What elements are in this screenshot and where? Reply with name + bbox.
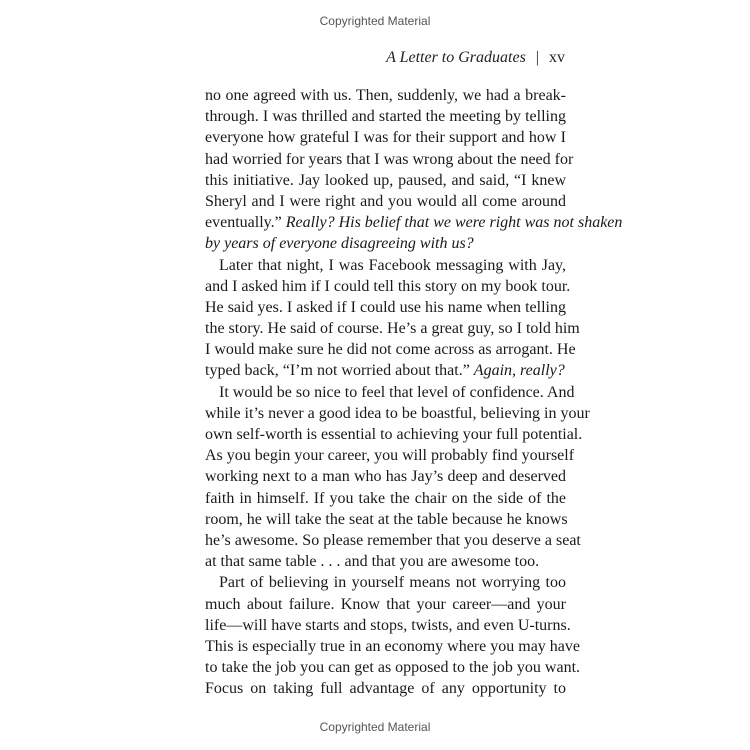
- text-line: [205, 360, 566, 381]
- text-line: [205, 212, 623, 233]
- text-roman: It would be so nice to feel that level of confidence. And: [219, 383, 575, 401]
- text-roman: no one agreed with us. Then, suddenly, we had a break-: [205, 87, 566, 104]
- text-line: [205, 382, 575, 403]
- text-roman: through. I was thrilled and started the meeting by telling: [205, 108, 566, 126]
- page-number: xv: [549, 49, 565, 66]
- text-roman: this initiative. Jay looked up, paused, and said, “I knew: [205, 171, 566, 189]
- text-line: [205, 657, 581, 678]
- text-italic: Really? His belief that we were right was not shaken: [285, 214, 623, 232]
- text-roman: working next to a man who has Jay’s deep and deserved: [205, 468, 566, 486]
- text-roman: much about failure. Know that your career—and your: [205, 595, 566, 613]
- text-line: [205, 466, 566, 487]
- text-roman: Focus on taking full advantage of any opportunity to: [205, 680, 566, 698]
- text-line: [205, 551, 566, 572]
- text-line: [205, 106, 566, 127]
- text-roman: to take the job you can get as opposed to the job you want.: [205, 659, 581, 677]
- text-line: [205, 297, 566, 318]
- text-roman: and I asked him if I could tell this story on my book tour.: [205, 277, 571, 295]
- running-header: [386, 48, 565, 68]
- text-line: [205, 255, 566, 276]
- text-roman: he’s awesome. So please remember that you deserve a seat: [205, 531, 581, 549]
- text-roman: Later that night, I was Facebook messaging with Jay,: [219, 256, 566, 274]
- text-line: [205, 488, 566, 509]
- text-roman: own self-worth is essential to achieving your full potential.: [205, 426, 583, 443]
- text-line: [205, 318, 580, 339]
- text-roman: everyone how grateful I was for their support and how I: [205, 129, 566, 147]
- text-line: [205, 572, 566, 593]
- text-line: [205, 339, 576, 360]
- text-line: [205, 445, 575, 466]
- text-line: [205, 530, 581, 551]
- body-text: [205, 85, 623, 699]
- text-roman: As you begin your career, you will probably find yourself: [205, 447, 575, 465]
- text-line: [205, 85, 566, 106]
- text-line: [205, 636, 580, 657]
- text-roman: room, he will take the seat at the table because he knows: [205, 510, 568, 528]
- text-line: [205, 127, 566, 148]
- text-roman: eventually.”: [205, 214, 286, 232]
- text-roman: had worried for years that I was wrong about the need for: [205, 150, 574, 168]
- text-roman: life—will have starts and stops, twists, and even U-turns.: [205, 616, 571, 634]
- text-roman: Part of believing in yourself means not worrying too: [219, 574, 566, 592]
- text-line: [205, 594, 566, 615]
- text-line: [205, 403, 590, 424]
- text-roman: at that same table . . . and that you are awesome too.: [205, 553, 540, 571]
- text-italic: Again, really?: [473, 362, 565, 380]
- text-line: [205, 233, 566, 254]
- text-line: [205, 149, 574, 170]
- text-line: [205, 170, 566, 191]
- text-line: [205, 509, 566, 530]
- header-separator: |: [535, 49, 539, 66]
- copyright-watermark-top: Copyrighted Material: [319, 14, 431, 28]
- chapter-title: A Letter to Graduates: [386, 49, 526, 66]
- text-line: [205, 276, 571, 297]
- text-roman: Sheryl and I were right and you would all come around: [205, 192, 566, 210]
- text-roman: I would make sure he did not come across as arrogant. He: [205, 341, 576, 359]
- text-line: [205, 191, 566, 212]
- text-roman: the story. He said of course. He’s a great guy, so I told him: [205, 320, 580, 338]
- text-line: [205, 678, 566, 699]
- text-line: [205, 424, 583, 445]
- text-line: [205, 615, 571, 636]
- text-roman: This is especially true in an economy where you may have: [205, 637, 580, 655]
- text-italic: by years of everyone disagreeing with us?: [205, 235, 474, 253]
- text-roman: while it’s never a good idea to be boastful, believing in your: [205, 404, 590, 422]
- text-roman: typed back, “I’m not worried about that.”: [205, 362, 474, 380]
- copyright-watermark-bottom: Copyrighted Material: [319, 720, 431, 734]
- text-roman: faith in himself. If you take the chair on the side of the: [205, 489, 566, 507]
- text-roman: He said yes. I asked if I could use his name when telling: [205, 298, 566, 316]
